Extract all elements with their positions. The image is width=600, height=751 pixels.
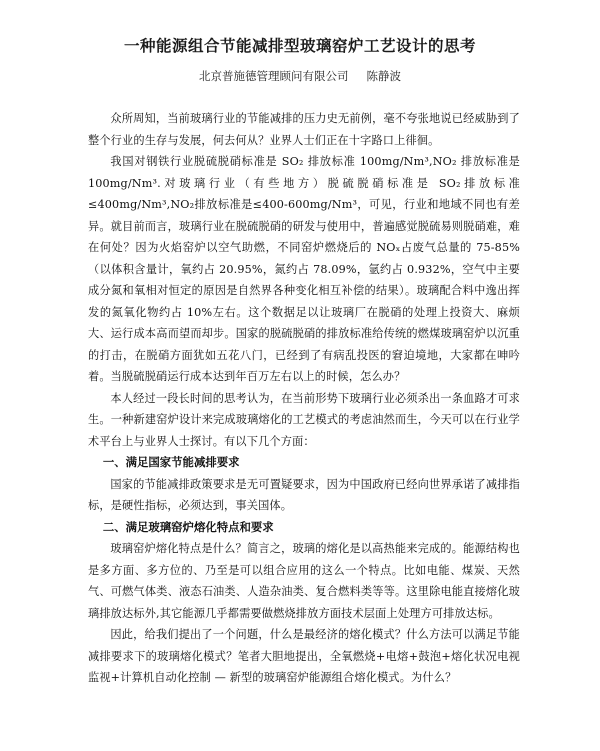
section2-paragraph-2: 因此，给我们提出了一个问题，什么是最经济的熔化模式？什么方法可以满足节能减排要求下的玻璃熔化模式？笔者大胆地提出，全氧燃烧+电熔+鼓泡+熔化状况电视监视+计算机自动化控制 — 新型的玻璃窑炉能源组合熔化模式。为什么？ — [88, 628, 520, 684]
section1-paragraph: 国家的节能减排政策要求是无可置疑要求，因为中国政府已经向世界承诺了减排指标，是硬性指标，必须达到，事关国体。 — [88, 477, 520, 512]
standards-paragraph: 我国对钢铁行业脱硫脱硝标准是 SO₂ 排放标准 100mg/Nm³,NO₂ 排放标准是100mg/Nm³.对玻璃行业（有些地方）脱硫脱硝标准是 SO₂排放标准≤400mg/Nm³,NO₂排放标准是≤400-600mg/Nm³，可见，行业和地域不同也有差异。就目前而言，玻璃行业在脱硫脱硝的研发与使用中，普遍感觉脱硫易则脱硝难，难在何处？因为火焰窑炉以空气助燃，不同窑炉燃烧后的 NOₓ占废气总量的 75-85%（以体积含量计，氧约占 20.95%，氮约占 78.09%，氩约占 0.932%，空气中主要成分氮和氧相对恒定的原因是自然界各种变化相互补偿的结果）。玻璃配合料中逸出挥发的氮氧化物约占 10%左右。这个数据足以让玻璃厂在脱硝的处理上投资大、麻烦大、运行成本高而望而却步。国家的脱硫脱硝的排放标准给传统的燃煤玻璃窑炉以沉重的打击，在脱硝方面犹如五花八门，已经到了有病乱投医的窘迫境地，大家都在呻吟着。当脱硫脱硝运行成本达到年百万左右以上的时候，怎么办？ — [88, 155, 520, 383]
section-heading-2: 二、满足玻璃窑炉熔化特点和要求 — [102, 519, 274, 534]
section2-paragraph-1: 玻璃窑炉熔化特点是什么？简言之，玻璃的熔化是以高热能来完成的。能源结构也是多方面、多方位的、乃至是可以组合应用的这么一个特点。比如电能、煤炭、天然气、可燃气体类、液态石油类、人造杂油类、复合燃料类等等。这里除电能直接熔化玻璃排放达标外,其它能源几乎都需要做燃烧排放方面技术层面上处理方可排放达标。 — [88, 542, 520, 620]
article-body — [88, 108, 520, 689]
author-organization: 北京普施德管理顾问有限公司 — [199, 69, 349, 83]
intro-paragraph: 众所周知，当前玻璃行业的节能减排的压力史无前例，毫不夸张地说已经威胁到了整个行业的生存与发展，何去何从？业界人士们正在十字路口上徘徊。 — [88, 112, 520, 147]
proposal-paragraph: 本人经过一段长时间的思考认为，在当前形势下玻璃行业必须杀出一条血路才可求生。一种新建窑炉设计来完成玻璃熔化的工艺模式的考虑油然而生，今天可以在行业学术平台上与业界人士探讨。有以下几个方面： — [88, 391, 520, 448]
paper-title: 一种能源组合节能减排型玻璃窑炉工艺设计的思考 — [123, 37, 476, 55]
author-name: 陈静波 — [366, 69, 401, 83]
byline — [0, 68, 600, 84]
section-heading-1: 一、满足国家节能减排要求 — [102, 455, 240, 469]
